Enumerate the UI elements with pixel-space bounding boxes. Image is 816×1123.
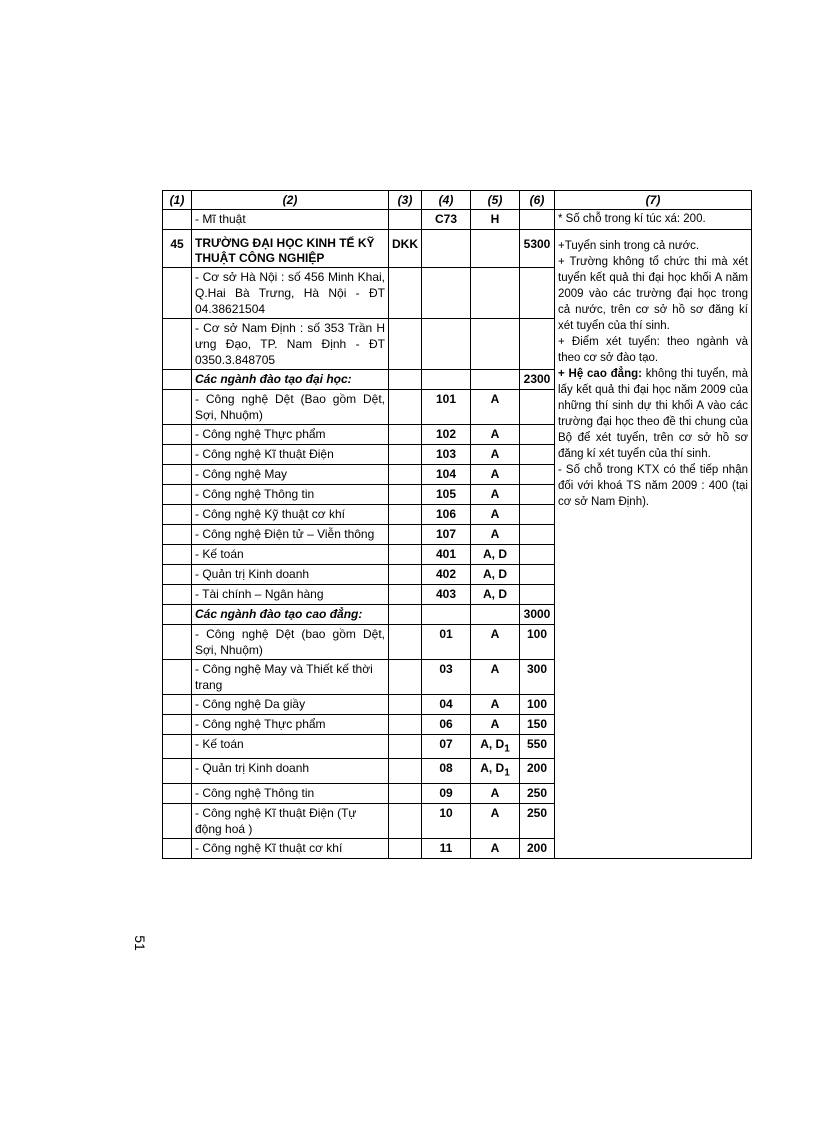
col-header: (1) [163,191,192,210]
dorm-note: * Số chỗ trong kí túc xá: 200. [555,210,752,230]
major-name: - Công nghệ May và Thiết kế thời trang [192,660,389,695]
col-header: (2) [192,191,389,210]
exam-block-subscript: 1 [504,767,510,779]
exam-block: A [471,465,520,485]
exam-block-text: A, D [480,761,505,776]
exam-block: A [471,660,520,695]
exam-block: H [471,210,520,230]
major-name: - Công nghệ Kỹ thuật cơ khí [192,505,389,525]
college-heading: Các ngành đào tạo cao đẳng: [192,605,389,625]
exam-block: A, D [471,585,520,605]
major-code: 104 [422,465,471,485]
school-row [163,230,752,268]
major-code: 03 [422,660,471,695]
exam-block: A [471,803,520,838]
major-name: - Kế toán [192,545,389,565]
exam-block: A, D [471,545,520,565]
university-total: 2300 [520,370,555,390]
school-notes [555,230,752,859]
major-code: 08 [422,759,471,783]
major-name: - Công nghệ Da giầy [192,695,389,715]
note-bold: + Hệ cao đẳng: [558,368,642,380]
campus-namdinh: - Cơ sở Nam Định : số 353 Trần H ưng Đạo, TP. Nam Định - ĐT 0350.3.848705 [192,319,389,370]
exam-block [471,735,520,759]
exam-block: A [471,525,520,545]
major-name: - Công nghệ Dệt (Bao gồm Dệt, Sợi, Nhuộm) [192,390,389,425]
major-code: 103 [422,445,471,465]
university-heading: Các ngành đào tạo đại học: [192,370,389,390]
exam-block: A [471,695,520,715]
school-number: 45 [163,230,192,268]
header-row [163,191,752,210]
major-code: 402 [422,565,471,585]
major-code: 106 [422,505,471,525]
page-number: 51 [131,935,148,951]
exam-block: A, D [471,565,520,585]
exam-block: A [471,390,520,425]
major-code: 10 [422,803,471,838]
major-quota: 200 [520,759,555,783]
major-name: - Công nghệ Thông tin [192,485,389,505]
major-code: 07 [422,735,471,759]
major-code: 401 [422,545,471,565]
exam-block-subscript: 1 [504,743,510,755]
exam-block: A [471,505,520,525]
major-name: - Quản trị Kinh doanh [192,565,389,585]
note-line: +Tuyển sinh trong cả nước. [558,240,700,252]
note-line: - Số chỗ trong KTX có thể tiếp nhận đối với khoá TS năm 2009 : 400 (tại cơ sở Nam Định). [558,464,748,508]
major-name: - Tài chính – Ngân hàng [192,585,389,605]
col-header: (5) [471,191,520,210]
major-name: - Công nghệ Dệt (bao gồm Dệt, Sợi, Nhuộm) [192,625,389,660]
major-name: - Công nghệ Thực phẩm [192,715,389,735]
major-code: 101 [422,390,471,425]
major-quota: 250 [520,803,555,838]
note-line: + Trường không tổ chức thi mà xét tuyển kết quả thi đại học khối A năm 2009 vào các trường đại học trong cả nước, trên cơ sở hồ sơ đăng kí xét tuyển của thí sinh. [558,256,748,332]
major-quota: 150 [520,715,555,735]
major-code: 09 [422,783,471,803]
col-header: (7) [555,191,752,210]
major-name: - Công nghệ Thông tin [192,783,389,803]
school-quota: 5300 [520,230,555,268]
major-name: - Mĩ thuật [192,210,389,230]
school-symbol: DKK [389,230,422,268]
major-quota: 250 [520,783,555,803]
major-quota: 100 [520,625,555,660]
major-name: - Công nghệ Điện tử – Viễn thông [192,525,389,545]
major-code: 04 [422,695,471,715]
major-code: 105 [422,485,471,505]
note-line [558,366,748,462]
major-code: C73 [422,210,471,230]
col-header: (6) [520,191,555,210]
exam-block: A [471,485,520,505]
table-row [163,210,752,230]
exam-block: A [471,838,520,858]
major-code: 06 [422,715,471,735]
major-code: 107 [422,525,471,545]
exam-block: A [471,783,520,803]
major-code: 01 [422,625,471,660]
school-name: TRƯỜNG ĐẠI HỌC KINH TẾ KỸ THUẬT CÔNG NGHIỆP [192,230,389,268]
note-text: không thi tuyển, mà lấy kết quả thi đại học năm 2009 của những thí sinh dự thi khối A vào các trường đại học theo đề thi chung của Bộ để xét tuyển, trên cơ sở hồ sơ đăng kí xét tuyển của thí sinh. [558,368,748,460]
campus-hanoi: - Cơ sở Hà Nội : số 456 Minh Khai, Q.Hai Bà Trưng, Hà Nội - ĐT 04.38621504 [192,268,389,319]
exam-block: A [471,625,520,660]
major-name: - Kế toán [192,735,389,759]
admissions-table [162,190,752,859]
note-line: + Điểm xét tuyển: theo ngành và theo cơ sở đào tạo. [558,336,748,364]
major-name: - Công nghệ Kĩ thuật cơ khí [192,838,389,858]
major-quota: 550 [520,735,555,759]
major-quota: 300 [520,660,555,695]
col-header: (3) [389,191,422,210]
exam-block: A [471,425,520,445]
college-total: 3000 [520,605,555,625]
major-quota: 200 [520,838,555,858]
exam-block [471,759,520,783]
major-name: - Quản trị Kinh doanh [192,759,389,783]
col-header: (4) [422,191,471,210]
major-code: 11 [422,838,471,858]
exam-block: A [471,445,520,465]
major-code: 102 [422,425,471,445]
exam-block: A [471,715,520,735]
major-name: - Công nghệ Kĩ thuật Điện (Tự động hoá ) [192,803,389,838]
major-name: - Công nghệ May [192,465,389,485]
exam-block-text: A, D [480,737,505,751]
major-name: - Công nghệ Thực phẩm [192,425,389,445]
major-quota: 100 [520,695,555,715]
major-name: - Công nghệ Kĩ thuật Điện [192,445,389,465]
major-code: 403 [422,585,471,605]
